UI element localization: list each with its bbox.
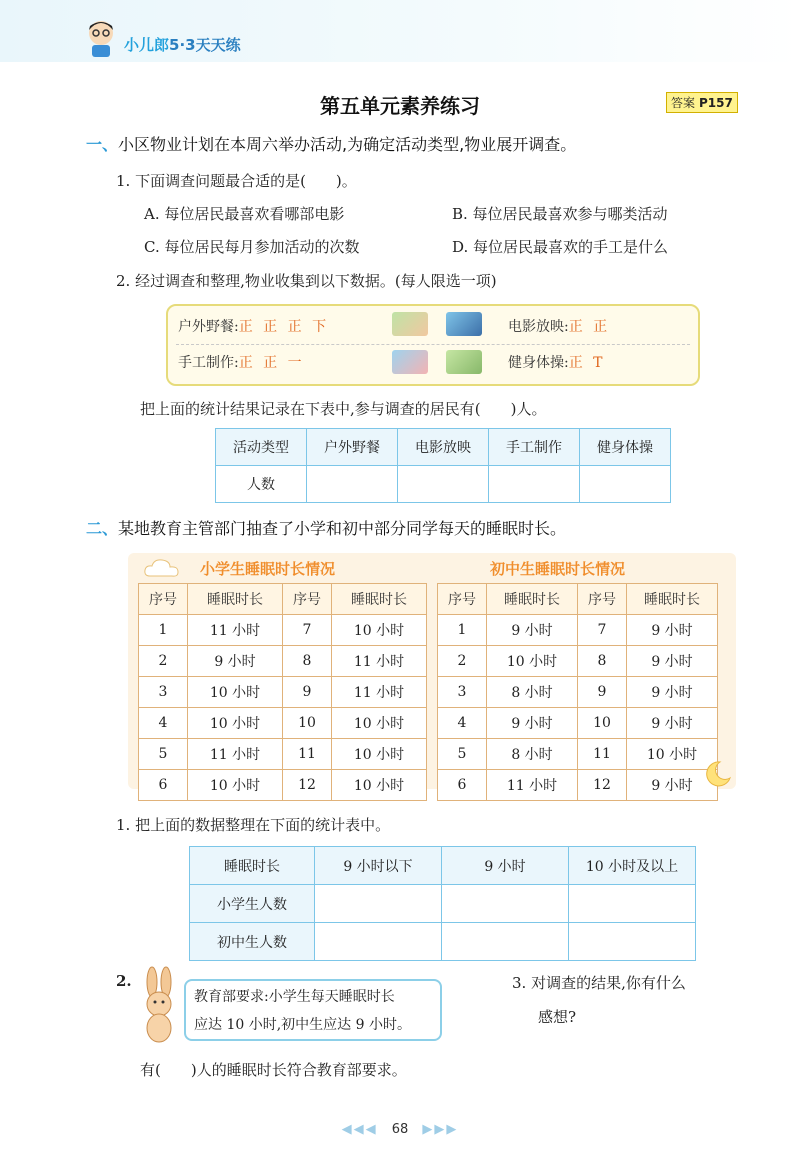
speech-line: 教育部要求:小学生每天睡眠时长	[194, 989, 395, 1005]
answer-cell[interactable]	[442, 923, 569, 961]
section-2-heading	[86, 516, 566, 539]
survey-data-box	[166, 304, 700, 386]
option-b[interactable]: B. 每位居民最喜欢参与哪类活动	[452, 205, 668, 223]
answer-cell[interactable]	[307, 466, 398, 503]
boy-mascot-icon	[84, 18, 118, 58]
answer-cell[interactable]	[398, 466, 489, 503]
table-header: 电影放映	[398, 429, 489, 466]
table-header: 睡眠时长	[190, 847, 315, 885]
table-header: 睡眠时长	[627, 584, 718, 615]
table-header: 9 小时	[442, 847, 569, 885]
table-row: 2 9 小时 8 11 小时	[139, 646, 427, 677]
question-2-3-line2: 感想?	[538, 1008, 577, 1026]
section-2-text: 某地教育主管部门抽查了小学和初中部分同学每天的睡眠时长。	[118, 519, 567, 538]
cloud-icon	[142, 556, 182, 580]
table-header: 活动类型	[216, 429, 307, 466]
craft-image	[392, 350, 428, 374]
primary-table-title: 小学生睡眠时长情况	[200, 560, 336, 578]
table-row: 2 10 小时 8 9 小时	[438, 646, 718, 677]
table-row: 4 10 小时 10 10 小时	[139, 708, 427, 739]
table-header: 手工制作	[489, 429, 580, 466]
question-1-1: 1. 下面调查问题最合适的是( )。	[116, 172, 357, 190]
exercise-image	[446, 350, 482, 374]
question-1-2: 2. 经过调查和整理,物业收集到以下数据。(每人限选一项)	[116, 272, 497, 290]
answer-cell[interactable]	[442, 885, 569, 923]
answer-page: P157	[699, 96, 733, 110]
table-header: 9 小时以下	[315, 847, 442, 885]
answer-cell[interactable]	[315, 885, 442, 923]
tally-marks: 正 T	[568, 355, 606, 371]
table-row: 1 11 小时 7 10 小时	[139, 615, 427, 646]
movie-image	[446, 312, 482, 336]
survey-item-exercise: 健身体操:正 T	[508, 355, 606, 371]
brand-logo: 小儿郎5·3天天练	[124, 36, 241, 54]
page-footer	[0, 1122, 800, 1137]
requirement-speech-bubble	[184, 979, 442, 1041]
table-header: 睡眠时长	[332, 584, 427, 615]
survey-item-craft: 手工制作:正 正 一	[178, 355, 305, 371]
option-d[interactable]: D. 每位居民最喜欢的手工是什么	[452, 238, 669, 256]
table-header: 睡眠时长	[188, 584, 283, 615]
table-row: 3 10 小时 9 11 小时	[139, 677, 427, 708]
section-2-number: 二、	[86, 519, 119, 538]
table-header: 健身体操	[580, 429, 671, 466]
question-2-3-line1: 3. 对调查的结果,你有什么	[512, 974, 686, 992]
option-c[interactable]: C. 每位居民每月参加活动的次数	[144, 238, 360, 256]
tally-marks: 正 正	[568, 319, 611, 335]
survey-item-movie: 电影放映:正 正	[508, 319, 611, 335]
next-arrows-icon: ▶▶▶	[422, 1122, 459, 1137]
answer-cell[interactable]	[569, 923, 696, 961]
middle-sleep-table	[437, 583, 718, 801]
middle-table-title: 初中生睡眠时长情况	[490, 560, 626, 578]
table-header: 睡眠时长	[487, 584, 578, 615]
question-2-1: 1. 把上面的数据整理在下面的统计表中。	[116, 816, 391, 834]
question-2-2-text: 有( )人的睡眠时长符合教育部要求。	[140, 1061, 407, 1079]
table-row-label: 小学生人数	[190, 885, 315, 923]
table-row: 5 11 小时 11 10 小时	[139, 739, 427, 770]
rabbit-mascot-icon	[136, 966, 182, 1044]
activity-count-table	[215, 428, 671, 503]
table-header: 10 小时及以上	[569, 847, 696, 885]
tally-marks: 正 正 正 下	[238, 319, 330, 335]
page-number: 68	[391, 1122, 409, 1137]
tally-marks: 正 正 一	[238, 355, 305, 371]
record-instruction: 把上面的统计结果记录在下表中,参与调查的居民有( )人。	[140, 400, 547, 418]
survey-item-picnic: 户外野餐:正 正 正 下	[178, 319, 330, 335]
prev-arrows-icon: ◀◀◀	[341, 1122, 378, 1137]
primary-sleep-table	[138, 583, 427, 801]
table-row: 4 9 小时 10 9 小时	[438, 708, 718, 739]
sleeping-moon-icon	[698, 758, 734, 788]
answer-cell[interactable]	[569, 885, 696, 923]
survey-divider	[176, 344, 690, 345]
answer-label: 答案	[671, 96, 696, 110]
question-2-2-number: 2.	[116, 972, 132, 990]
answer-cell[interactable]	[315, 923, 442, 961]
table-row: 3 8 小时 9 9 小时	[438, 677, 718, 708]
table-header: 序号	[139, 584, 188, 615]
table-row: 1 9 小时 7 9 小时	[438, 615, 718, 646]
section-1-number: 一、	[86, 135, 119, 154]
table-row: 6 10 小时 12 10 小时	[139, 770, 427, 801]
section-1-heading	[86, 132, 576, 155]
picnic-image	[392, 312, 428, 336]
table-header: 序号	[438, 584, 487, 615]
table-header: 序号	[578, 584, 627, 615]
table-header: 序号	[283, 584, 332, 615]
table-header: 户外野餐	[307, 429, 398, 466]
sleep-stat-table	[189, 846, 696, 961]
table-row-label: 初中生人数	[190, 923, 315, 961]
answer-badge	[666, 92, 738, 113]
speech-line: 应达 10 小时,初中生应达 9 小时。	[194, 1017, 411, 1033]
table-row: 6 11 小时 12 9 小时	[438, 770, 718, 801]
answer-cell[interactable]	[489, 466, 580, 503]
option-a[interactable]: A. 每位居民最喜欢看哪部电影	[144, 205, 345, 223]
table-row: 5 8 小时 11 10 小时	[438, 739, 718, 770]
header-band	[0, 0, 800, 62]
table-row-label: 人数	[216, 466, 307, 503]
answer-cell[interactable]	[580, 466, 671, 503]
section-1-text: 小区物业计划在本周六举办活动,为确定活动类型,物业展开调查。	[118, 135, 577, 154]
page-title: 第五单元素养练习	[320, 94, 480, 118]
